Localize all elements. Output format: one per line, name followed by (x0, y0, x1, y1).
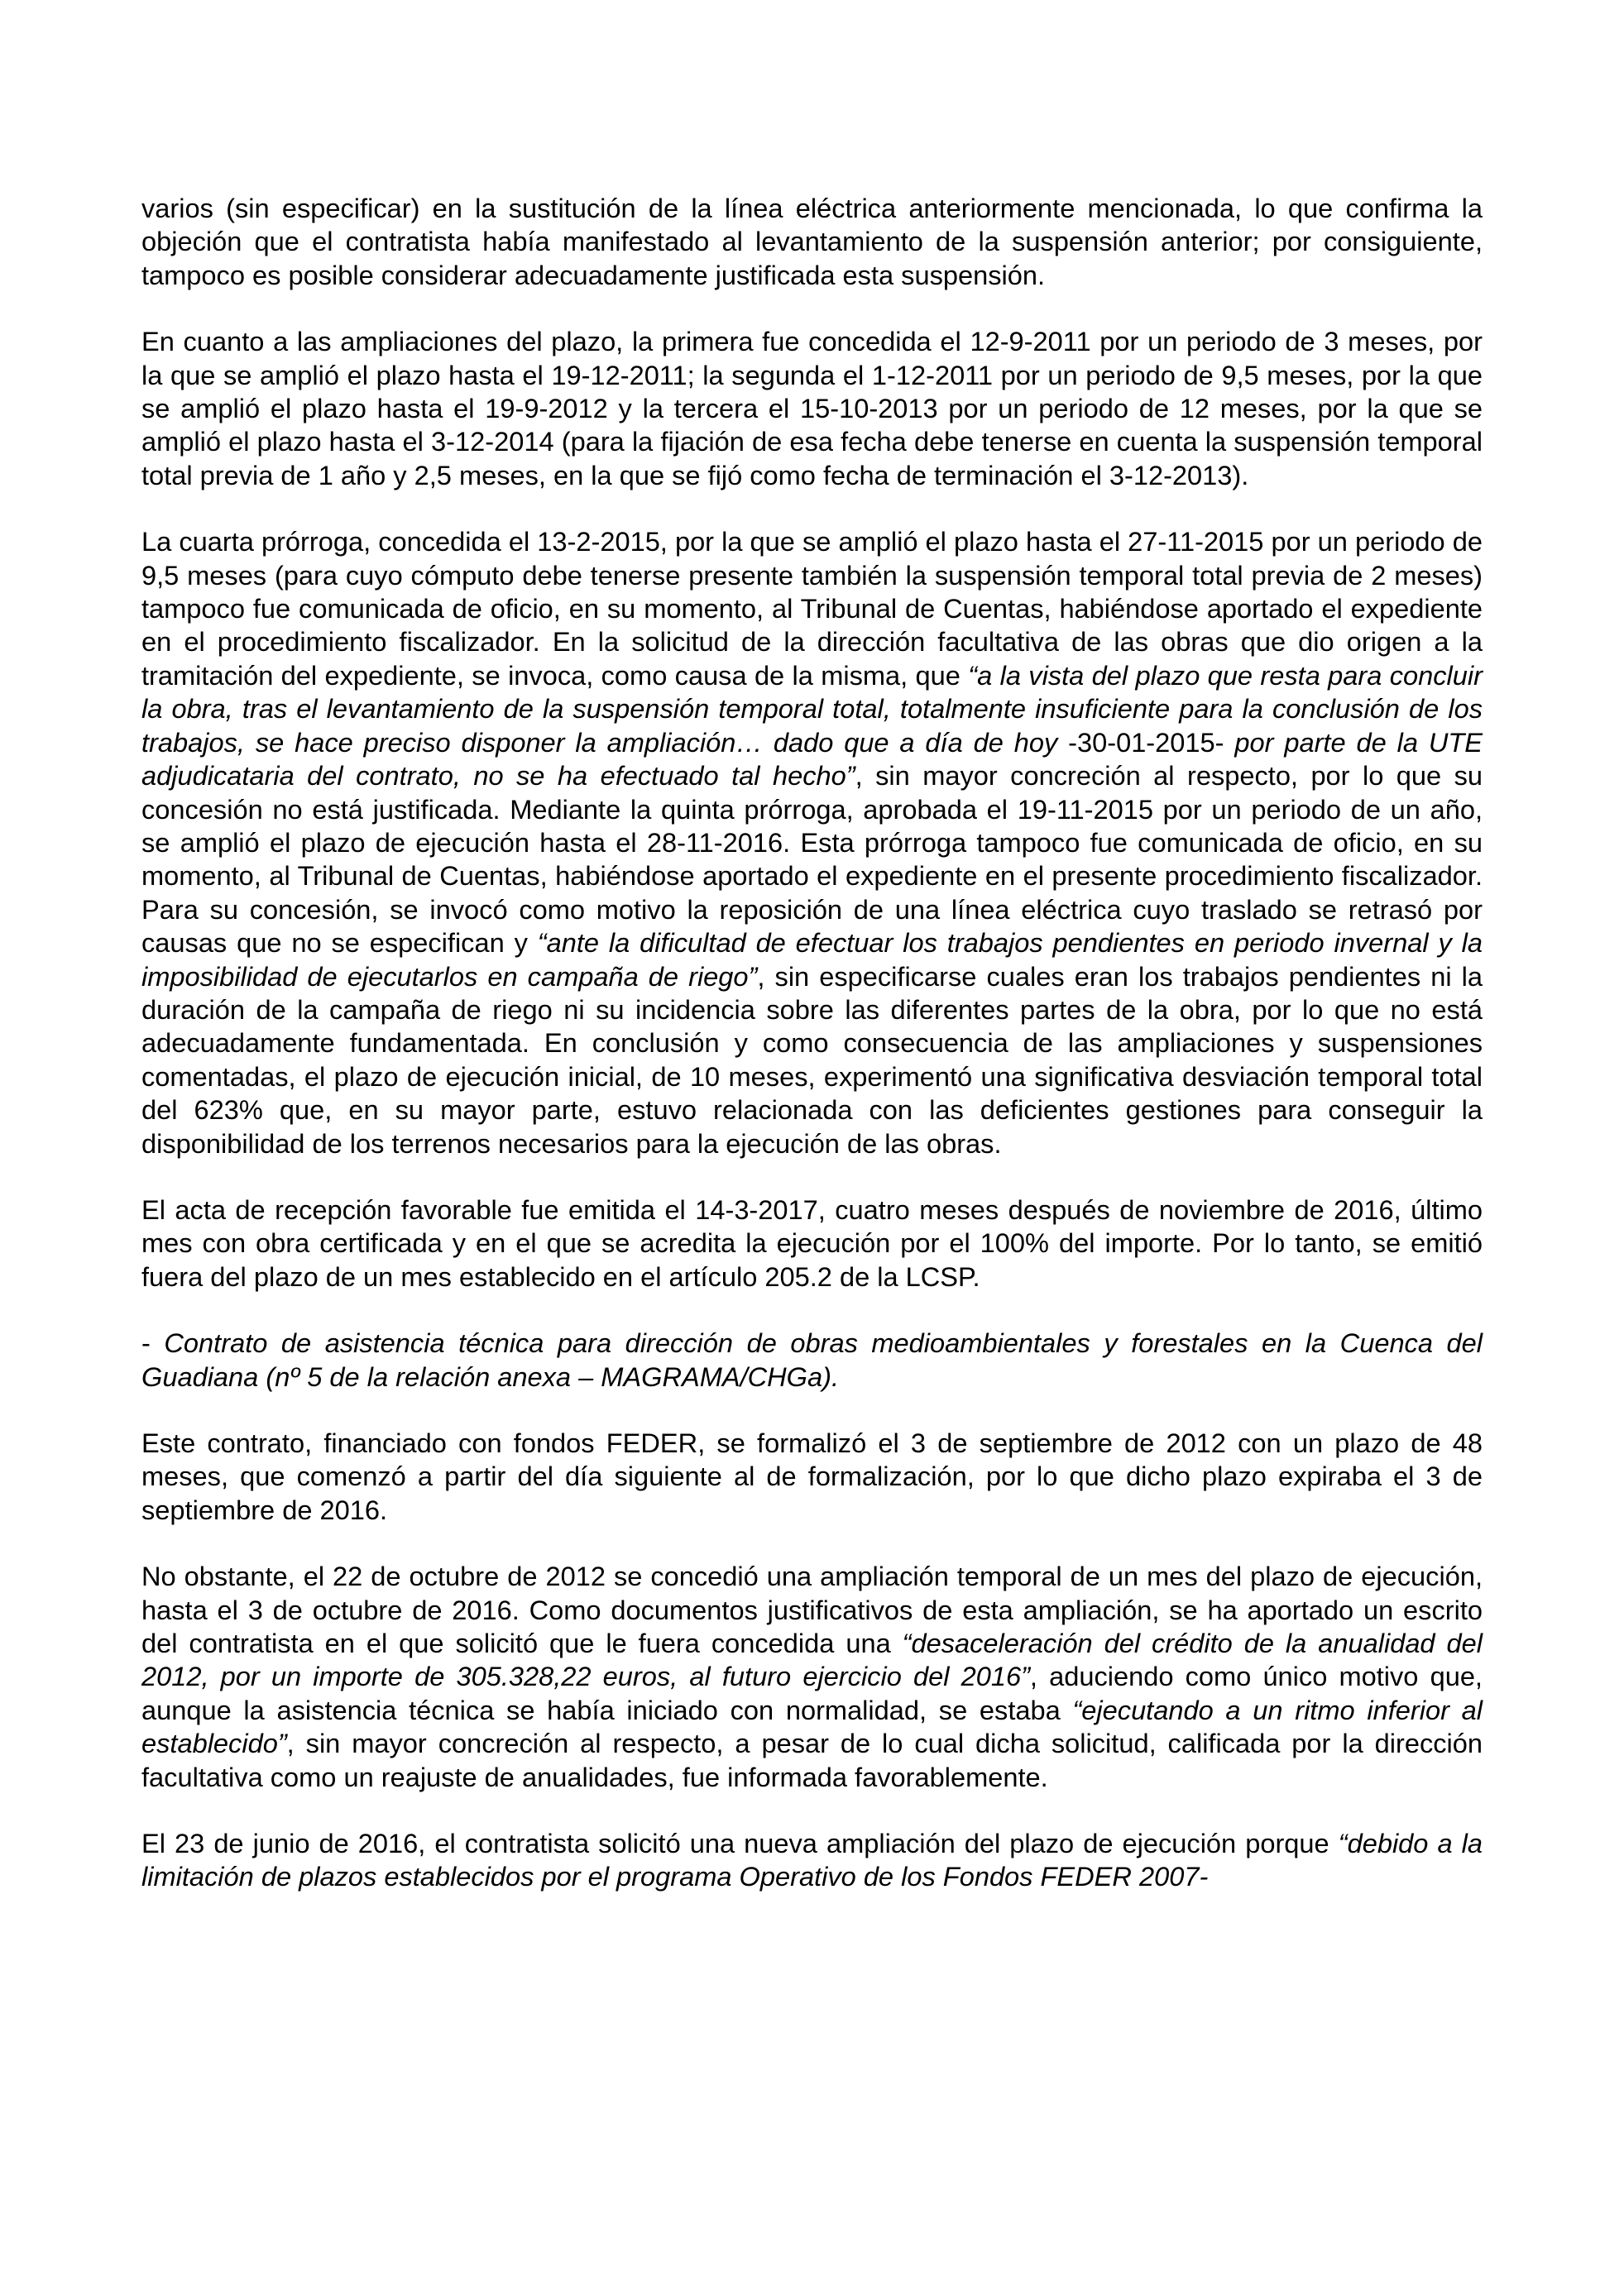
body-text: , sin mayor concreción al respecto, a pesar de lo cual dicha solicitud, calificada por la dirección facultativa como un reajuste de anualidades, fue informada favorablemente. (141, 1728, 1483, 1792)
italic-quote-text: “desaceleración del crédito de la anualidad del 2012, por un importe de 305.328,22 euros, al futuro ejercicio del 2016” (141, 1628, 1483, 1692)
paragraph-7 (141, 1560, 1483, 1794)
body-text: El 23 de junio de 2016, el contratista solicitó una nueva ampliación del plazo de ejecución porque (141, 1828, 1339, 1859)
paragraph-8 (141, 1827, 1483, 1894)
italic-quote-text: Contrato de asistencia técnica para dirección de obras medioambientales y forestales en la Cuenca del Guadiana (nº 5 de la relación anexa – MAGRAMA/CHGa). (141, 1327, 1483, 1392)
paragraph-2 (141, 325, 1483, 492)
italic-quote-text: “debido a la limitación de plazos establecidos por el programa Operativo de los Fondos FEDER 2007- (141, 1828, 1483, 1892)
body-text: El acta de recepción favorable fue emitida el 14-3-2017, cuatro meses después de noviembre de 2016, último mes con obra certificada y en el que se acredita la ejecución por el 100% del importe. Por lo tanto, se emitió fuera del plazo de un mes establecido en el artículo 205.2 de la LCSP. (141, 1193, 1483, 1292)
italic-quote-text: por parte de la UTE adjudicataria del contrato, no se ha efectuado tal hecho” (141, 726, 1483, 792)
body-text: La cuarta prórroga, concedida el 13-2-2015, por la que se amplió el plazo hasta el 27-11-2015 por un periodo de 9,5 meses (para cuyo cómputo debe tenerse presente también la suspensión temporal total previa de 2 meses) tampoco fue comunicada de oficio, en su momento, al Tribunal de Cuentas, habiéndose aportado el expediente en el procedimiento fiscalizador. En la solicitud de la dirección facultativa de las obras que dio origen a la tramitación del expediente, se invoca, como causa de la misma, que (141, 526, 1483, 691)
paragraph-3 (141, 525, 1483, 1160)
paragraph-6 (141, 1427, 1483, 1527)
paragraph-5-contract-heading (141, 1327, 1483, 1394)
document-page (141, 192, 1483, 1894)
body-text: - (141, 1327, 165, 1359)
body-text: varios (sin especificar) en la sustitución de la línea eléctrica anteriormente mencionada, lo que confirma la objeción que el contratista había manifestado al levantamiento de la suspensión anterior; por consiguiente, tampoco es posible considerar adecuadamente justificada esta suspensión. (141, 193, 1483, 290)
body-text: -30-01-2015- (1068, 726, 1235, 758)
body-text: En cuanto a las ampliaciones del plazo, la primera fue concedida el 12-9-2011 por un periodo de 3 meses, por la que se amplió el plazo hasta el 19-12-2011; la segunda el 1-12-2011 por un periodo de 9,5 meses, por la que se amplió el plazo hasta el 19-9-2012 y la tercera el 15-10-2013 por un periodo de 12 meses, por la que se amplió el plazo hasta el 3-12-2014 (para la fijación de esa fecha debe tenerse en cuenta la suspensión temporal total previa de 1 año y 2,5 meses, en la que se fijó como fecha de terminación el 3-12-2013). (141, 326, 1483, 490)
body-text: , aduciendo como único motivo que, aunque la asistencia técnica se había iniciado con normalidad, se estaba (141, 1661, 1483, 1725)
body-text: , sin especificarse cuales eran los trabajos pendientes ni la duración de la campaña de riego ni su incidencia sobre las diferentes partes de la obra, por lo que no está adecuadamente fundamentada. En conclusión y como consecuencia de las ampliaciones y suspensiones comentadas, el plazo de ejecución inicial, de 10 meses, experimentó una significativa desviación temporal total del 623% que, en su mayor parte, estuvo relacionada con las deficientes gestiones para conseguir la disponibilidad de los terrenos necesarios para la ejecución de las obras. (141, 960, 1483, 1159)
italic-quote-text: “a la vista del plazo que resta para concluir la obra, tras el levantamiento de la suspensión temporal total, totalmente insuficiente para la conclusión de los trabajos, se hace preciso disponer la ampliación… dado que a día de hoy (141, 659, 1483, 758)
body-text: Este contrato, financiado con fondos FEDER, se formalizó el 3 de septiembre de 2012 con un plazo de 48 meses, que comenzó a partir del día siguiente al de formalización, por lo que dicho plazo expiraba el 3 de septiembre de 2016. (141, 1428, 1483, 1525)
paragraph-1 (141, 192, 1483, 292)
italic-quote-text: “ejecutando a un ritmo inferior al establecido” (141, 1694, 1483, 1759)
italic-quote-text: “ante la dificultad de efectuar los trabajos pendientes en periodo invernal y la imposibilidad de ejecutarlos en campaña de riego” (141, 927, 1483, 992)
body-text: No obstante, el 22 de octubre de 2012 se concedió una ampliación temporal de un mes del plazo de ejecución, hasta el 3 de octubre de 2016. Como documentos justificativos de esta ampliación, se ha aportado un escrito del contratista en el que solicitó que le fuera concedida una (141, 1561, 1483, 1659)
paragraph-4 (141, 1193, 1483, 1294)
body-text: , sin mayor concreción al respecto, por lo que su concesión no está justificada. Mediante la quinta prórroga, aprobada el 19-11-2015 por un periodo de un año, se amplió el plazo de ejecución hasta el 28-11-2016. Esta prórroga tampoco fue comunicada de oficio, en su momento, al Tribunal de Cuentas, habiéndose aportado el expediente en el presente procedimiento fiscalizador. Para su concesión, se invocó como motivo la reposición de una línea eléctrica cuyo traslado se retrasó por causas que no se especifican y (141, 760, 1483, 959)
